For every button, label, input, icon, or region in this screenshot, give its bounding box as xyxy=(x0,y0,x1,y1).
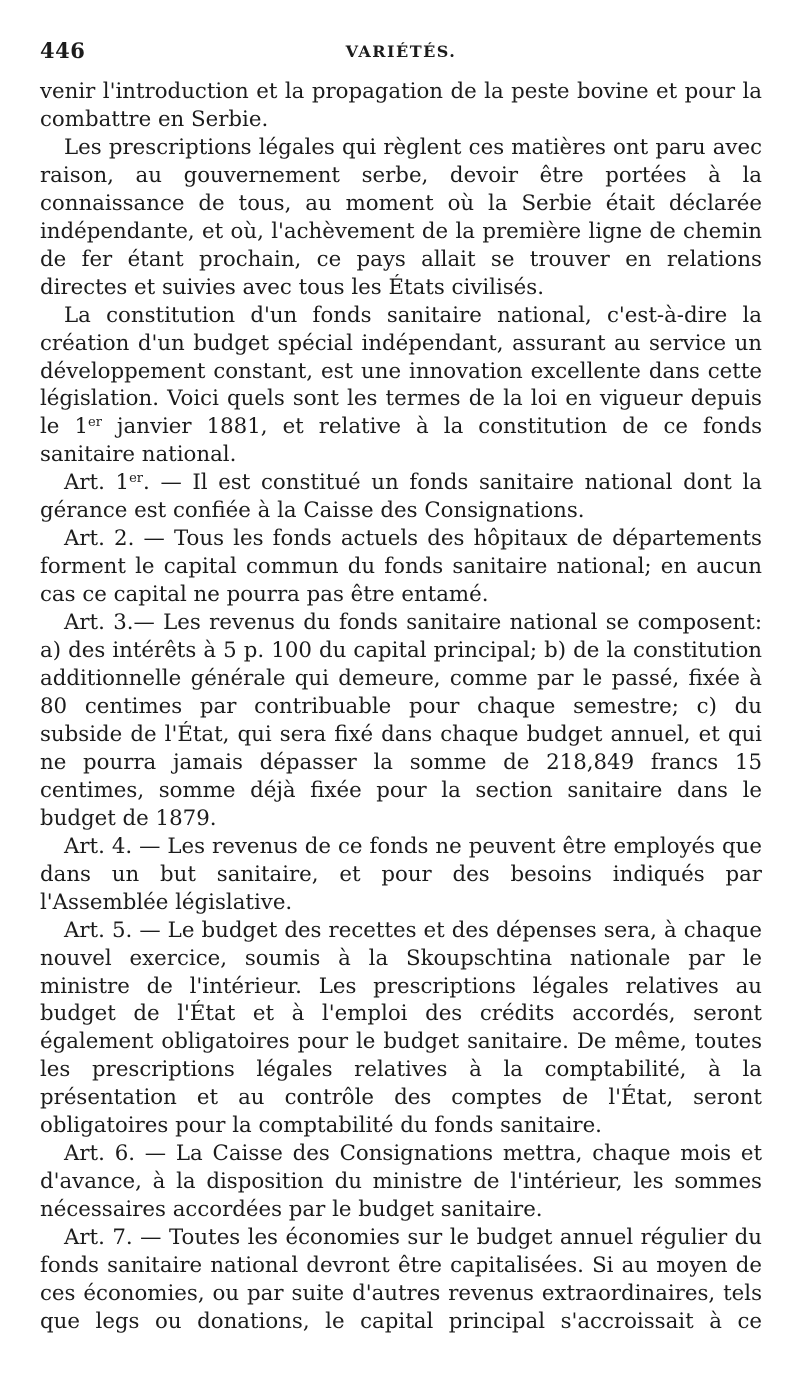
ordinal-suffix: er xyxy=(129,471,144,487)
article-5: Art. 5. — Le budget des recettes et des dépenses sera, à chaque nouvel exercice, soumis à la Skoupschtina nationale par le ministre de l'intérieur. Les prescriptions légales relatives au budget de l'État et à l'emploi des crédits accordés, seront également obligatoires pour le budget sanitaire. De même, toutes les prescriptions légales relatives à la comptabilité, à la présentation et au contrôle des comptes de l'État, seront obligatoires pour la comptabilité du fonds sanitaire. xyxy=(40,917,762,1139)
article-4: Art. 4. — Les revenus de ce fonds ne peuvent être employés que dans un but sanitaire, et pour des besoins indiqués par l'Assemblée législative. xyxy=(40,833,762,915)
paragraph-continuation: venir l'introduction et la propagation de la peste bovine et pour la combattre en Serbie. xyxy=(40,79,762,132)
page-number: 446 xyxy=(40,38,86,63)
document-page xyxy=(40,38,762,1336)
article-6: Art. 6. — La Caisse des Consignations mettra, chaque mois et d'avance, à la disposition du ministre de l'intérieur, les sommes nécessaires accordées par le budget sanitaire. xyxy=(40,1141,762,1223)
paragraph-prescriptions: Les prescriptions légales qui règlent ces matières ont paru avec raison, au gouvernement serbe, devoir être portées à la connaissance de tous, au moment où la Serbie était déclarée indépendante, et où, l'achèvement de la première ligne de chemin de fer étant prochain, ce pays allait se trouver en relations directes et suivies avec tous les États civilisés. xyxy=(40,134,762,300)
section-title: VARIÉTÉS. xyxy=(345,42,457,61)
article-1: Art. 1er. — Il est constitué un fonds sanitaire national dont la gérance est confiée à la Caisse des Consignations. xyxy=(40,470,762,524)
running-head xyxy=(40,38,762,78)
article-3: Art. 3.— Les revenus du fonds sanitaire national se composent: a) des intérêts à 5 p. 100 du capital principal; b) de la constitution additionnelle générale qui demeure, comme par le passé, fixée à 80 centimes par contribuable pour chaque semestre; c) du subside de l'État, qui sera fixé dans chaque budget annuel, et qui ne pourra jamais dépasser la somme de 218,849 francs 15 centimes, somme déjà fixée pour la section sanitaire dans le budget de 1879. xyxy=(40,610,762,831)
body-text xyxy=(40,78,762,1336)
paragraph-fonds-sanitaire: La constitution d'un fonds sanitaire national, c'est-à-dire la création d'un budget spécial indépendant, assurant au service un développement constant, est une innovation excellente dans cette législation. Voici quels sont les termes de la loi en vigueur depuis le 1er janvier 1881, et relative à la constitution de ce fonds sanitaire national. xyxy=(40,302,763,468)
article-7: Art. 7. — Toutes les économies sur le budget annuel régulier du fonds sanitaire national devront être capitalisées. Si au moyen de ces économies, ou par suite d'autres revenus extraordinaires, tels que legs ou donations, le capital principal s'accroissait à ce xyxy=(40,1225,762,1334)
article-2: Art. 2. — Tous les fonds actuels des hôpitaux de départements forment le capital commun du fonds sanitaire national; en aucun cas ce capital ne pourra pas être entamé. xyxy=(40,526,762,608)
ordinal-suffix: er xyxy=(88,415,102,431)
